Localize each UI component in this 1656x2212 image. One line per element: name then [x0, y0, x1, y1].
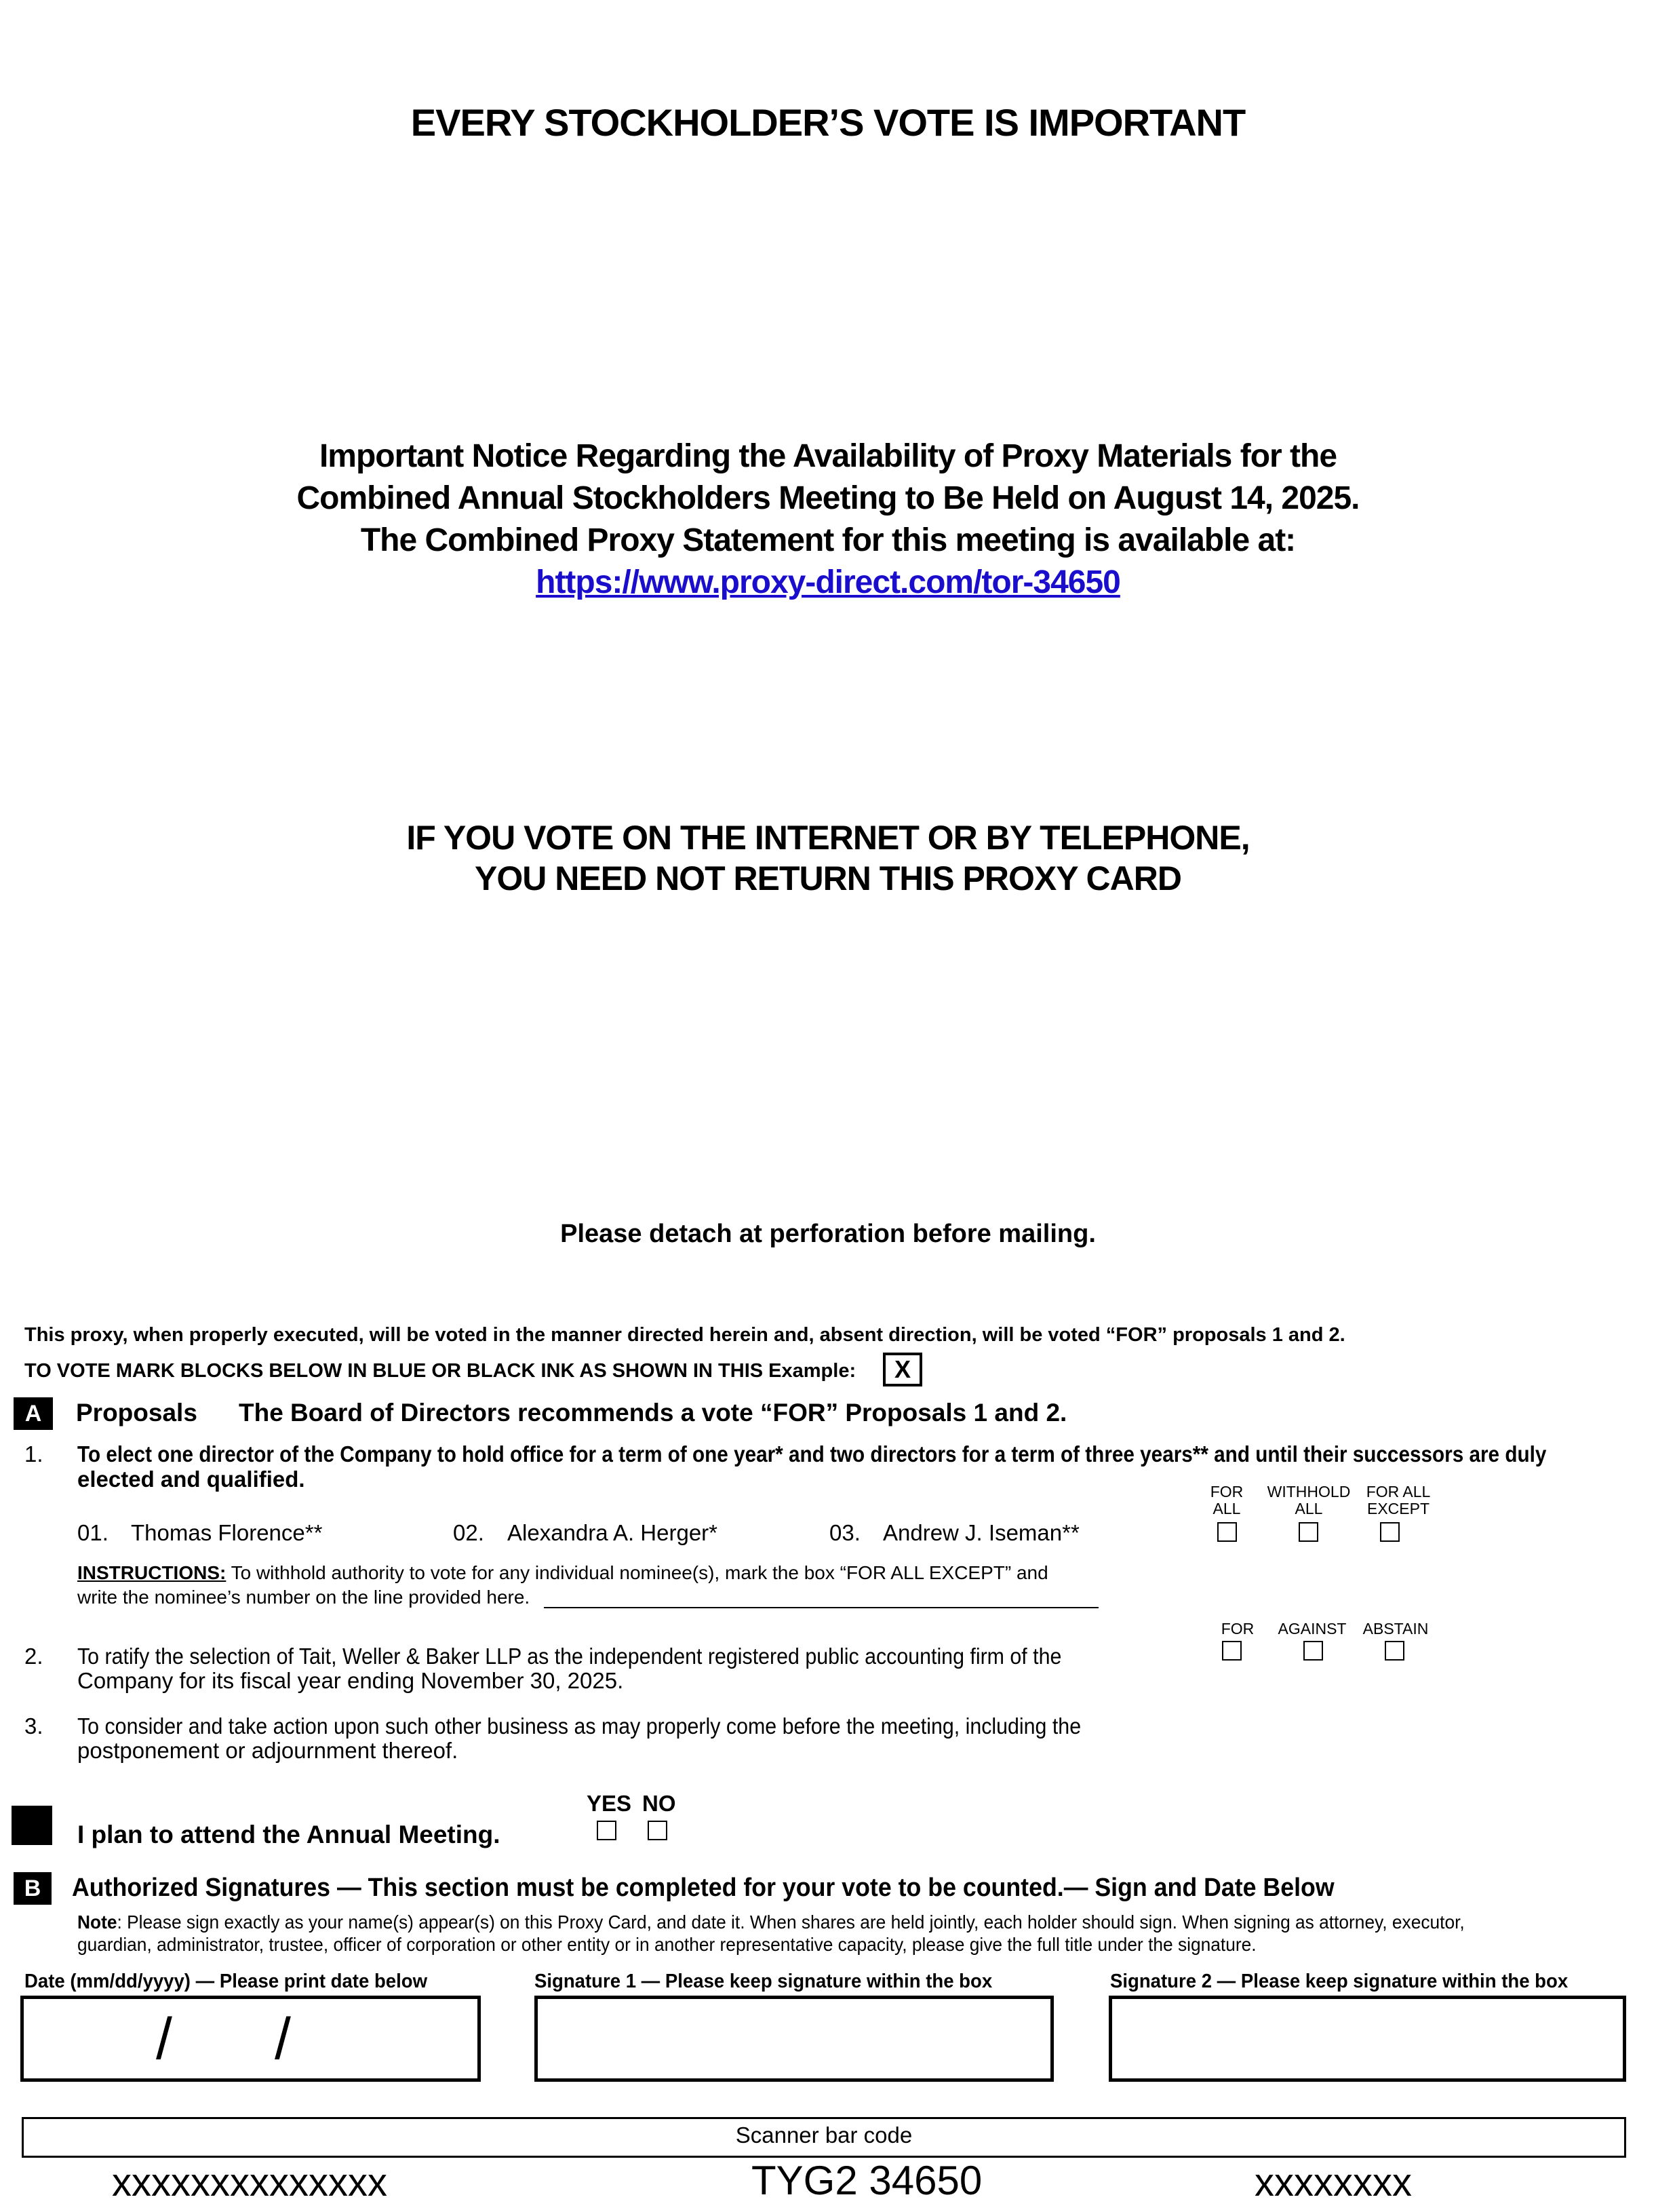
- example-mark-box: X: [883, 1353, 922, 1386]
- for-all-except-checkbox[interactable]: [1380, 1522, 1400, 1542]
- instructions-line-2: write the nominee’s number on the line provided here.: [77, 1587, 530, 1608]
- proxy-note: This proxy, when properly executed, will be voted in the manner directed herein and, absent direction, will be voted “FOR” proposals 1 and 2.: [24, 1324, 1345, 1346]
- for-all-checkbox[interactable]: [1217, 1522, 1237, 1542]
- footer-code-right: xxxxxxxx: [1255, 2160, 1412, 2205]
- detach-instruction: Please detach at perforation before mailing.: [560, 1220, 1096, 1248]
- page-title: EVERY STOCKHOLDER’S VOTE IS IMPORTANT: [410, 101, 1246, 144]
- section-a-marker: A: [14, 1397, 53, 1430]
- proposal-2-text-2: Company for its fiscal year ending November 30, 2025.: [77, 1668, 624, 1693]
- internet-vote-notice: [0, 817, 1656, 899]
- nominee-02-name: Alexandra A. Herger*: [507, 1520, 718, 1545]
- section-a-title: Proposals: [76, 1399, 197, 1427]
- notice-line-2: Combined Annual Stockholders Meeting to Be Held on August 14, 2025.: [296, 480, 1360, 516]
- for-all-label: FOR ALL: [1210, 1483, 1244, 1517]
- note-line-1: : Please sign exactly as your name(s) appear(s) on this Proxy Card, and date it. When shares are held jointly, each holder should sign. When signing as attorney, executor,: [117, 1912, 1465, 1933]
- instructions-line-1: To withhold authority to vote for any individual nominee(s), mark the box “FOR ALL EXCEPT” and: [231, 1562, 1048, 1583]
- proposal-2-abstain-checkbox[interactable]: [1385, 1641, 1404, 1661]
- notice-line-1: Important Notice Regarding the Availability of Proxy Materials for the: [319, 438, 1337, 474]
- for-all-except-label: FOR ALL EXCEPT: [1366, 1483, 1431, 1517]
- proxy-materials-notice: [0, 435, 1656, 604]
- instructions-text: [77, 1562, 1048, 1584]
- footer-code-center: TYG2 34650: [751, 2158, 983, 2203]
- signature-1-label: Signature 1 — Please keep signature within the box: [534, 1971, 993, 1992]
- proxy-statement-link[interactable]: https://www.proxy-direct.com/tor-34650: [536, 564, 1120, 600]
- signature-1-box[interactable]: [534, 1996, 1054, 2082]
- proposal-2-against-checkbox[interactable]: [1303, 1641, 1323, 1661]
- attend-marker: [12, 1806, 52, 1845]
- for-label: FOR: [1221, 1620, 1255, 1637]
- signature-2-box[interactable]: [1109, 1996, 1626, 2082]
- nominee-01-name: Thomas Florence**: [131, 1520, 323, 1545]
- scanner-bar-code-box: [22, 2117, 1626, 2158]
- date-input-box[interactable]: [20, 1996, 481, 2082]
- signature-2-label: Signature 2 — Please keep signature within the box: [1110, 1971, 1569, 1992]
- proposal-1-number: 1.: [24, 1441, 43, 1467]
- date-separator-1: /: [156, 2006, 172, 2072]
- proposal-2-number: 2.: [24, 1644, 43, 1669]
- attend-yes-checkbox[interactable]: [597, 1821, 616, 1840]
- footer-code-left: xxxxxxxxxxxxxx: [112, 2160, 387, 2205]
- yes-label: YES: [587, 1791, 632, 1816]
- proposal-2-text: To ratify the selection of Tait, Weller & Baker LLP as the independent registered public accounting firm of the: [77, 1644, 1062, 1669]
- attend-no-checkbox[interactable]: [648, 1821, 667, 1840]
- proposal-3-number: 3.: [24, 1713, 43, 1739]
- withhold-all-checkbox[interactable]: [1299, 1522, 1318, 1542]
- date-separator-2: /: [275, 2006, 291, 2072]
- nominee-03-name: Andrew J. Iseman**: [883, 1520, 1080, 1545]
- attend-meeting-text: I plan to attend the Annual Meeting.: [77, 1821, 500, 1848]
- nominee-exception-line[interactable]: [544, 1607, 1099, 1608]
- date-label: Date (mm/dd/yyyy) — Please print date below: [24, 1971, 428, 1992]
- proposal-1-text-2: elected and qualified.: [77, 1467, 305, 1492]
- signature-note: [77, 1912, 1465, 1933]
- internet-line-1: IF YOU VOTE ON THE INTERNET OR BY TELEPHONE,: [406, 819, 1250, 857]
- note-line-2: guardian, administrator, trustee, officer of corporation or other entity or in another representative capacity, please give the full title under the signature.: [77, 1934, 1257, 1955]
- notice-line-3: The Combined Proxy Statement for this meeting is available at:: [360, 522, 1296, 558]
- nominee-03-number: 03.: [829, 1520, 861, 1545]
- against-label: AGAINST: [1278, 1620, 1347, 1637]
- note-label: Note: [77, 1912, 117, 1933]
- withhold-all-label: WITHHOLD ALL: [1267, 1483, 1351, 1517]
- scanner-bar-code-label: Scanner bar code: [735, 2122, 913, 2148]
- section-a-recommendation: The Board of Directors recommends a vote “FOR” Proposals 1 and 2.: [239, 1399, 1067, 1427]
- instructions-label: INSTRUCTIONS:: [77, 1562, 226, 1583]
- proposal-3-text-2: postponement or adjournment thereof.: [77, 1738, 458, 1763]
- section-b-title: Authorized Signatures — This section must be completed for your vote to be counted.— Sign and Date Below: [72, 1874, 1335, 1902]
- internet-line-2: YOU NEED NOT RETURN THIS PROXY CARD: [475, 859, 1181, 897]
- nominee-01-number: 01.: [77, 1520, 109, 1545]
- proposal-3-text: To consider and take action upon such other business as may properly come before the meeting, including the: [77, 1713, 1082, 1739]
- section-b-marker: B: [14, 1872, 52, 1905]
- no-label: NO: [642, 1791, 676, 1816]
- abstain-label: ABSTAIN: [1362, 1620, 1429, 1637]
- proposal-2-for-checkbox[interactable]: [1222, 1641, 1242, 1661]
- proposal-1-text: To elect one director of the Company to hold office for a term of one year* and two directors for a term of three years** and until their successors are duly: [77, 1441, 1547, 1467]
- nominee-02-number: 02.: [453, 1520, 484, 1545]
- vote-instruction: TO VOTE MARK BLOCKS BELOW IN BLUE OR BLACK INK AS SHOWN IN THIS Example:: [24, 1360, 856, 1382]
